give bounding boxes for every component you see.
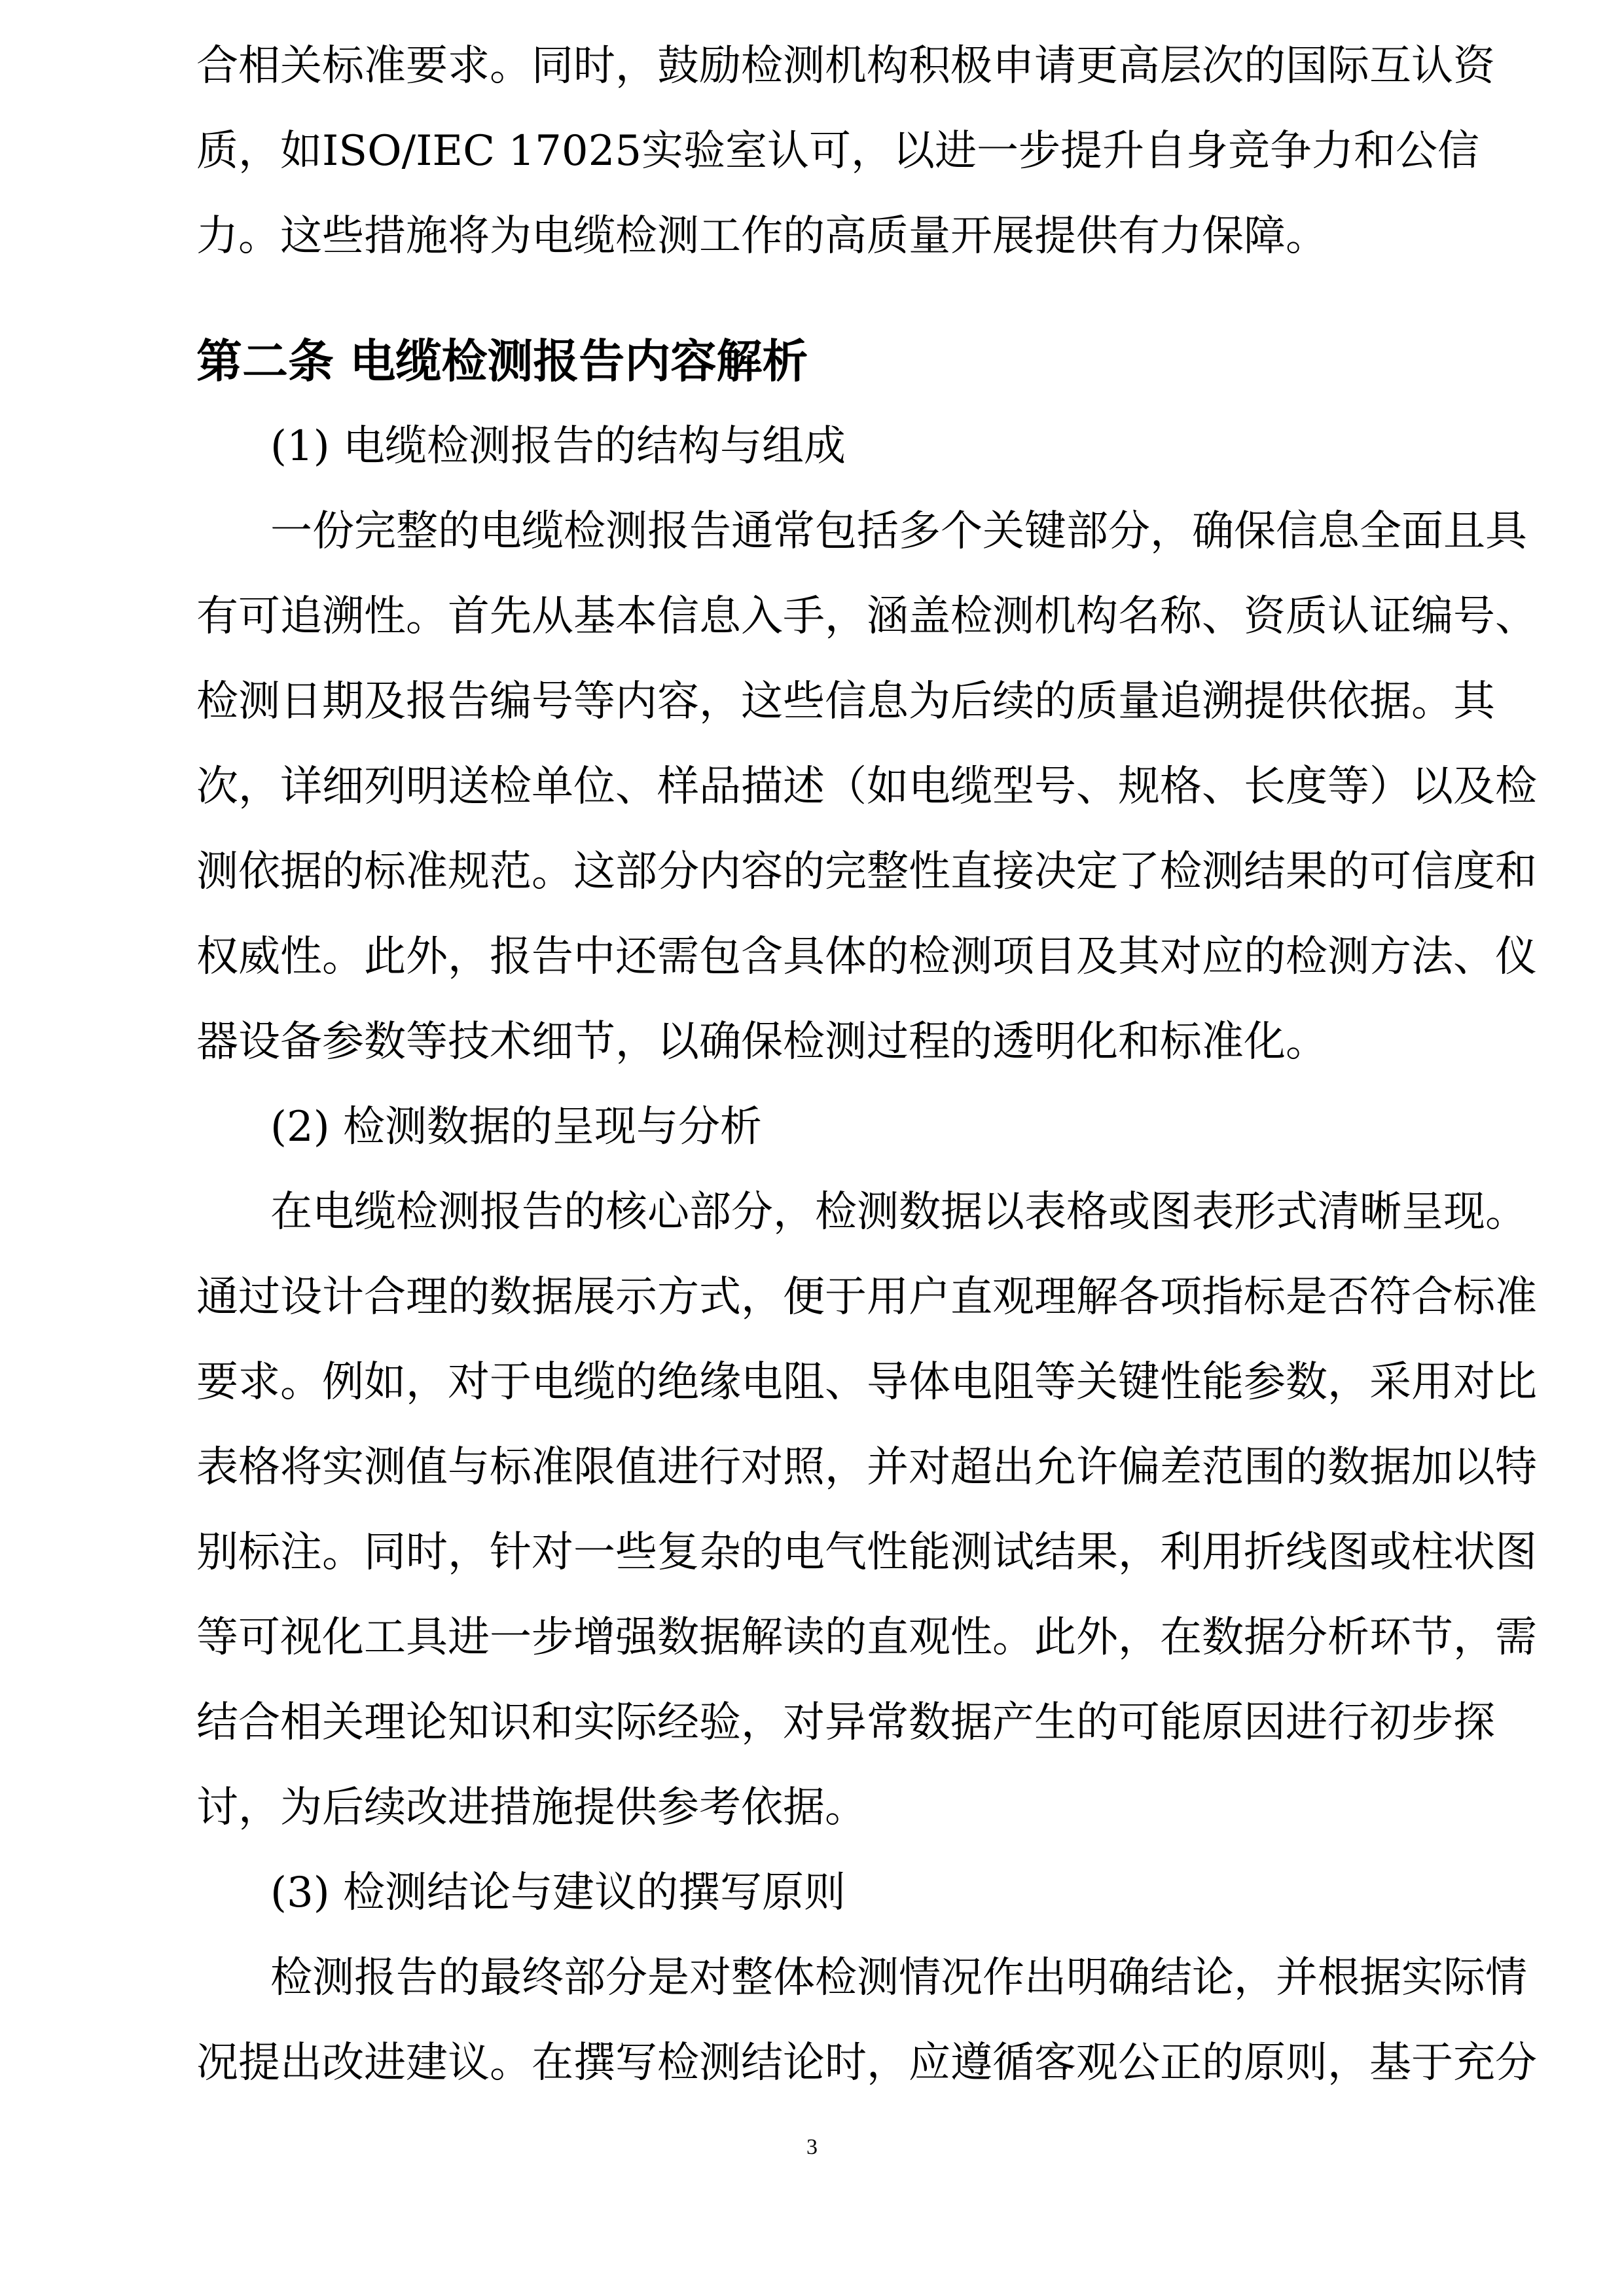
subheading-3: (3) 检测结论与建议的撰写原则 xyxy=(270,1869,846,1917)
text-line: 合相关标准要求。同时，鼓励检测机构积极申请更高层次的国际互认资 xyxy=(196,42,1495,90)
text-line: 器设备参数等技术细节，以确保检测过程的透明化和标准化。 xyxy=(196,1018,1327,1066)
subheading-2: (2) 检测数据的呈现与分析 xyxy=(270,1103,762,1151)
page-number: 3 xyxy=(806,2135,818,2159)
text-line: 通过设计合理的数据展示方式，便于用户直观理解各项指标是否符合标准 xyxy=(196,1273,1537,1321)
text-line: 表格将实测值与标准限值进行对照，并对超出允许偏差范围的数据加以特 xyxy=(196,1443,1537,1492)
text-line: 等可视化工具进一步增强数据解读的直观性。此外，在数据分析环节，需 xyxy=(196,1613,1537,1662)
text-line: 力。这些措施将为电缆检测工作的高质量开展提供有力保障。 xyxy=(196,212,1327,260)
text-line: 测依据的标准规范。这部分内容的完整性直接决定了检测结果的可信度和 xyxy=(196,848,1537,896)
text-line: 检测报告的最终部分是对整体检测情况作出明确结论，并根据实际情 xyxy=(270,1954,1527,2002)
paragraph-1 xyxy=(196,489,1537,1085)
text-line: 权威性。此外，报告中还需包含具体的检测项目及其对应的检测方法、仪 xyxy=(196,933,1537,981)
paragraph-2 xyxy=(196,1170,1537,1850)
text-line: 结合相关理论知识和实际经验，对异常数据产生的可能原因进行初步探 xyxy=(196,1698,1495,1747)
text-line: 况提出改进建议。在撰写检测结论时，应遵循客观公正的原则，基于充分 xyxy=(196,2039,1537,2087)
document-body xyxy=(196,24,1537,2106)
subheading-1: (1) 电缆检测报告的结构与组成 xyxy=(270,422,846,471)
text-line: 讨，为后续改进措施提供参考依据。 xyxy=(196,1784,867,1832)
section-heading: 第二条 电缆检测报告内容解析 xyxy=(196,334,808,388)
text-line: 有可追溯性。首先从基本信息入手，涵盖检测机构名称、资质认证编号、 xyxy=(196,592,1537,641)
text-line: 别标注。同时，针对一些复杂的电气性能测试结果，利用折线图或柱状图 xyxy=(196,1528,1537,1577)
text-line: 质，如ISO/IEC 17025实验室认可，以进一步提升自身竞争力和公信 xyxy=(196,127,1480,175)
text-line: 一份完整的电缆检测报告通常包括多个关键部分，确保信息全面且具 xyxy=(270,507,1527,556)
text-line: 次，详细列明送检单位、样品描述（如电缆型号、规格、长度等）以及检 xyxy=(196,762,1537,811)
text-line: 检测日期及报告编号等内容，这些信息为后续的质量追溯提供依据。其 xyxy=(196,677,1495,726)
text-line: 要求。例如，对于电缆的绝缘电阻、导体电阻等关键性能参数，采用对比 xyxy=(196,1358,1537,1407)
paragraph-continued xyxy=(196,24,1495,279)
text-line: 在电缆检测报告的核心部分，检测数据以表格或图表形式清晰呈现。 xyxy=(270,1188,1527,1236)
paragraph-3 xyxy=(196,1935,1537,2106)
